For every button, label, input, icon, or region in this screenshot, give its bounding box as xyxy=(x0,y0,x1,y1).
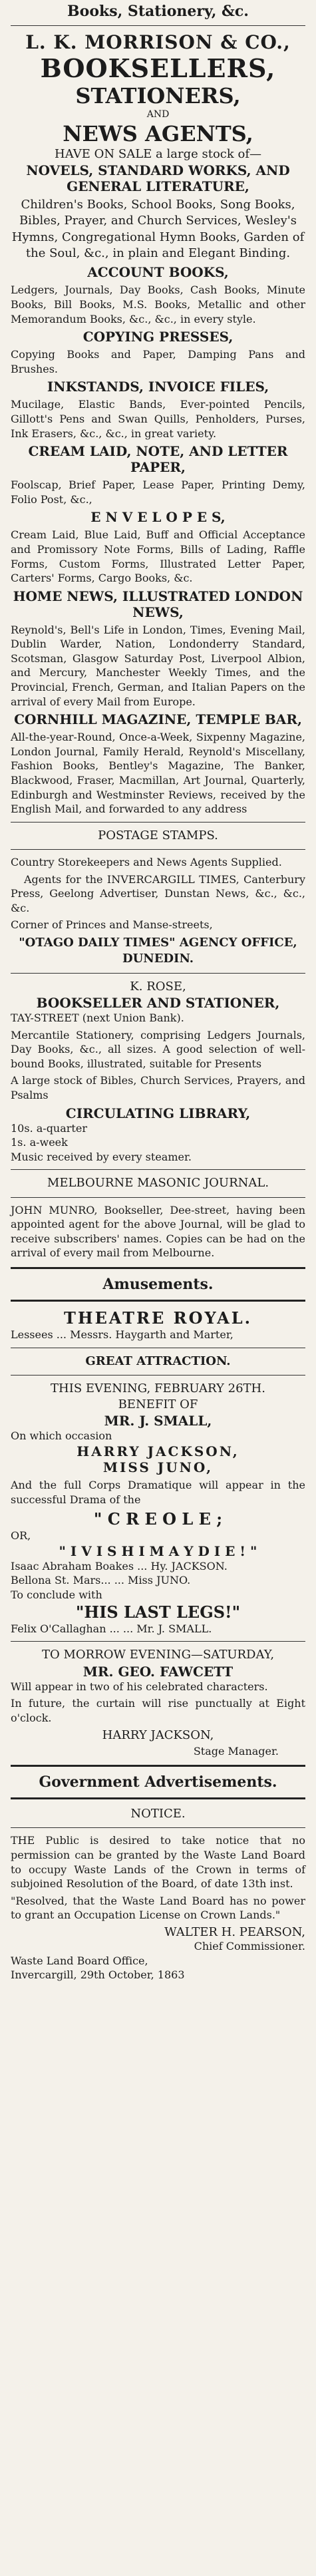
stamps-line4: "OTAGO DAILY TIMES" AGENCY OFFICE, DUNEDIN. xyxy=(19,936,297,966)
envelopes-heading: E N V E L O P E S, xyxy=(90,509,226,526)
rose-title: BOOKSELLER AND STATIONER, xyxy=(36,994,280,1011)
notice-text1: THE Public is desired to take notice that no permission can be granted by the Waste Land Board to occupy Waste Lands of the Crown in terms of subjoined Resolution of the Board, of date 13th inst. xyxy=(11,1834,305,1891)
divider xyxy=(11,1197,305,1198)
account-text: Ledgers, Journals, Day Books, Cash Books, Minute Books, Bill Books, M.S. Books, Metallic and other Memorandum Books, &c., &c., in every style. xyxy=(11,283,305,325)
inkstands-text: Mucilage, Elastic Bands, Ever-pointed Pencils, Gillott's Pens and Swan Quills, Penholders, Purses, Ink Erasers, &c., &c., in great variety. xyxy=(11,398,305,440)
masonic-text: JOHN MUNRO, Bookseller, Dee-street, having been appointed agent for the above Journal, will be glad to receive subscribers' names. Copies can be had on the arrival of every mail from Melbourne. xyxy=(11,1203,305,1260)
cast-bellona: Bellona St. Mars... ... Miss JUNO. xyxy=(11,1574,191,1587)
rose-address: TAY-STREET (next Union Bank). xyxy=(11,1011,184,1024)
rose-text2: A large stock of Bibles, Church Services, Prayers, and Psalms xyxy=(11,1074,305,1101)
creole-title: " C R E O L E ; xyxy=(93,1509,223,1529)
rose-text1: Mercantile Stationery, comprising Ledgers Journals, Day Books, &c., all sizes. A good selection of well-bound Books, illustrated, suitable for Presents xyxy=(11,1028,305,1070)
novels-heading: NOVELS, STANDARD WORKS, AND GENERAL LITERATURE, xyxy=(26,162,290,195)
theatre-heading: THEATRE ROYAL. xyxy=(64,1308,252,1328)
stamps-line2: Agents for the INVERCARGILL TIMES, Canterbury Press, Geelong Advertiser, Dunstan News, &c., &c., &c. xyxy=(11,872,305,914)
notice-office: Waste Land Board Office, xyxy=(11,1954,148,1967)
title-stationers: STATIONERS, xyxy=(75,83,241,108)
cream-heading: CREAM LAID, NOTE, AND LETTER PAPER, xyxy=(28,443,288,476)
firm-name: L. K. MORRISON & CO., xyxy=(25,31,291,53)
evening-text: THIS EVENING, FEBRUARY 26TH. xyxy=(51,1381,265,1395)
cornhill-text: All-the-year-Round, Once-a-Week, Sixpenny Magazine, London Journal, Family Herald, Reynold's Miscellany, Fashion Books, Bentley's Magazine, The Banker, Blackwood, Fraser, Macmillan, Art Journal, Quarterly, Edinburgh and Westminster Reviews, received by the English Mail, and forwarded to any address xyxy=(11,731,305,816)
masonic-heading: MELBOURNE MASONIC JOURNAL. xyxy=(47,1176,269,1191)
divider xyxy=(11,973,305,974)
small-name: MR. J. SMALL, xyxy=(104,1413,212,1429)
copying-text: Copying Books and Paper, Damping Pans and Brushes. xyxy=(11,348,305,375)
cast-isaac: Isaac Abraham Boakes ... Hy. JACKSON. xyxy=(11,1559,228,1572)
fawcett-name: MR. GEO. FAWCETT xyxy=(82,1663,234,1680)
harry-name: HARRY JACKSON, xyxy=(77,1443,239,1460)
amusements-heading: Amusements. xyxy=(102,1275,214,1293)
library-rate2: 1s. a-week xyxy=(11,1136,68,1149)
govt-heading: Government Advertisements. xyxy=(39,1773,277,1791)
title-booksellers: BOOKSELLERS, xyxy=(40,53,276,83)
library-heading: CIRCULATING LIBRARY, xyxy=(65,1105,251,1121)
library-rate1: 10s. a-quarter xyxy=(11,1121,87,1135)
notice-role: Chief Commissioner. xyxy=(194,1940,305,1953)
notice-signature: WALTER H. PEARSON, xyxy=(164,1925,305,1940)
cream-text: Foolscap, Brief Paper, Lease Paper, Printing Demy, Folio Post, &c., xyxy=(11,478,305,506)
envelopes-text: Cream Laid, Blue Laid, Buff and Official Acceptance and Promissory Note Forms, Bills of Lading, Raffle Forms, Custom Forms, Illustrated Letter Paper, Carters' Forms, Cargo Books, &c. xyxy=(11,528,305,585)
copying-heading: COPYING PRESSES, xyxy=(82,329,234,345)
divider-thick xyxy=(11,1267,305,1269)
divider xyxy=(11,822,305,823)
lessees-text: Lessees ... Messrs. Haygarth and Marter, xyxy=(11,1328,234,1341)
divider-thick xyxy=(11,1765,305,1767)
account-heading: ACCOUNT BOOKS, xyxy=(87,264,229,281)
section-heading-books: Books, Stationery, &c. xyxy=(67,3,249,20)
rose-name: K. ROSE, xyxy=(130,979,186,994)
attraction-heading: GREAT ATTRACTION. xyxy=(85,1354,231,1368)
appear-text: Will appear in two of his celebrated characters. xyxy=(11,1680,268,1693)
manager-name: HARRY JACKSON, xyxy=(102,1728,214,1743)
divider xyxy=(11,1169,305,1170)
legs-title: "HIS LAST LEGS!" xyxy=(75,1602,241,1622)
tomorrow-text: TO MORROW EVENING—SATURDAY, xyxy=(41,1648,275,1662)
divider-thick xyxy=(11,1797,305,1799)
cast-felix: Felix O'Callaghan ... ... Mr. J. SMALL. xyxy=(11,1622,212,1635)
stamps-heading: POSTAGE STAMPS. xyxy=(98,828,218,842)
childrens-text: Children's Books, School Books, Song Books, Bibles, Prayer, and Church Services, Wesley's Hymns, Congregational Hymn Books, Garden of the Soul, &c., in plain and Elegant Binding. xyxy=(11,198,305,261)
benefit-text: BENEFIT OF xyxy=(118,1397,198,1412)
manager-role: Stage Manager. xyxy=(193,1744,279,1757)
inkstands-heading: INKSTANDS, INVOICE FILES, xyxy=(47,379,269,395)
divider xyxy=(11,849,305,850)
future-text: In future, the curtain will rise punctually at Eight o'clock. xyxy=(11,1697,305,1724)
divider xyxy=(11,1641,305,1642)
stamps-line3: Corner of Princes and Manse-streets, xyxy=(11,918,213,932)
music-text: Music received by every steamer. xyxy=(11,1150,192,1163)
title-news-agents: NEWS AGENTS, xyxy=(63,120,253,146)
cornhill-heading: CORNHILL MAGAZINE, TEMPLE BAR, xyxy=(14,711,302,728)
notice-heading: NOTICE. xyxy=(130,1807,186,1821)
occasion-text: On which occasion xyxy=(11,1429,112,1443)
intro-text: HAVE ON SALE a large stock of— xyxy=(55,146,261,161)
notice-text2: "Resolved, that the Waste Land Board has no power to grant an Occupation License on Crown Lands." xyxy=(11,1894,305,1922)
or-text: OR, xyxy=(11,1529,31,1543)
divider-thick xyxy=(11,1300,305,1302)
vish-title: " I V I S H I M A Y D I E ! " xyxy=(59,1543,257,1559)
corps-text: And the full Corps Dramatique will appear in the successful Drama of the xyxy=(11,1479,305,1506)
conclude-text: To conclude with xyxy=(11,1588,102,1602)
divider xyxy=(11,1375,305,1376)
notice-date: Invercargill, 29th October, 1863 xyxy=(11,1968,185,1982)
stamps-line1: Country Storekeepers and News Agents Supplied. xyxy=(11,856,282,869)
miss-name: MISS JUNO, xyxy=(102,1459,214,1476)
divider xyxy=(11,1827,305,1828)
and-text: AND xyxy=(146,109,170,120)
news-text: Reynold's, Bell's Life in London, Times, Evening Mail, Dublin Warder, Nation, Londonderry Standard, Scotsman, Glasgow Saturday Post, Liverpool Albion, and Mercury, Manchester Weekly Times, and the Provincial, French, German, and Italian Papers on the arrival of every Mail from Europe. xyxy=(11,623,305,708)
news-heading: HOME NEWS, ILLUSTRATED LONDON NEWS, xyxy=(13,588,303,620)
divider xyxy=(11,25,305,26)
